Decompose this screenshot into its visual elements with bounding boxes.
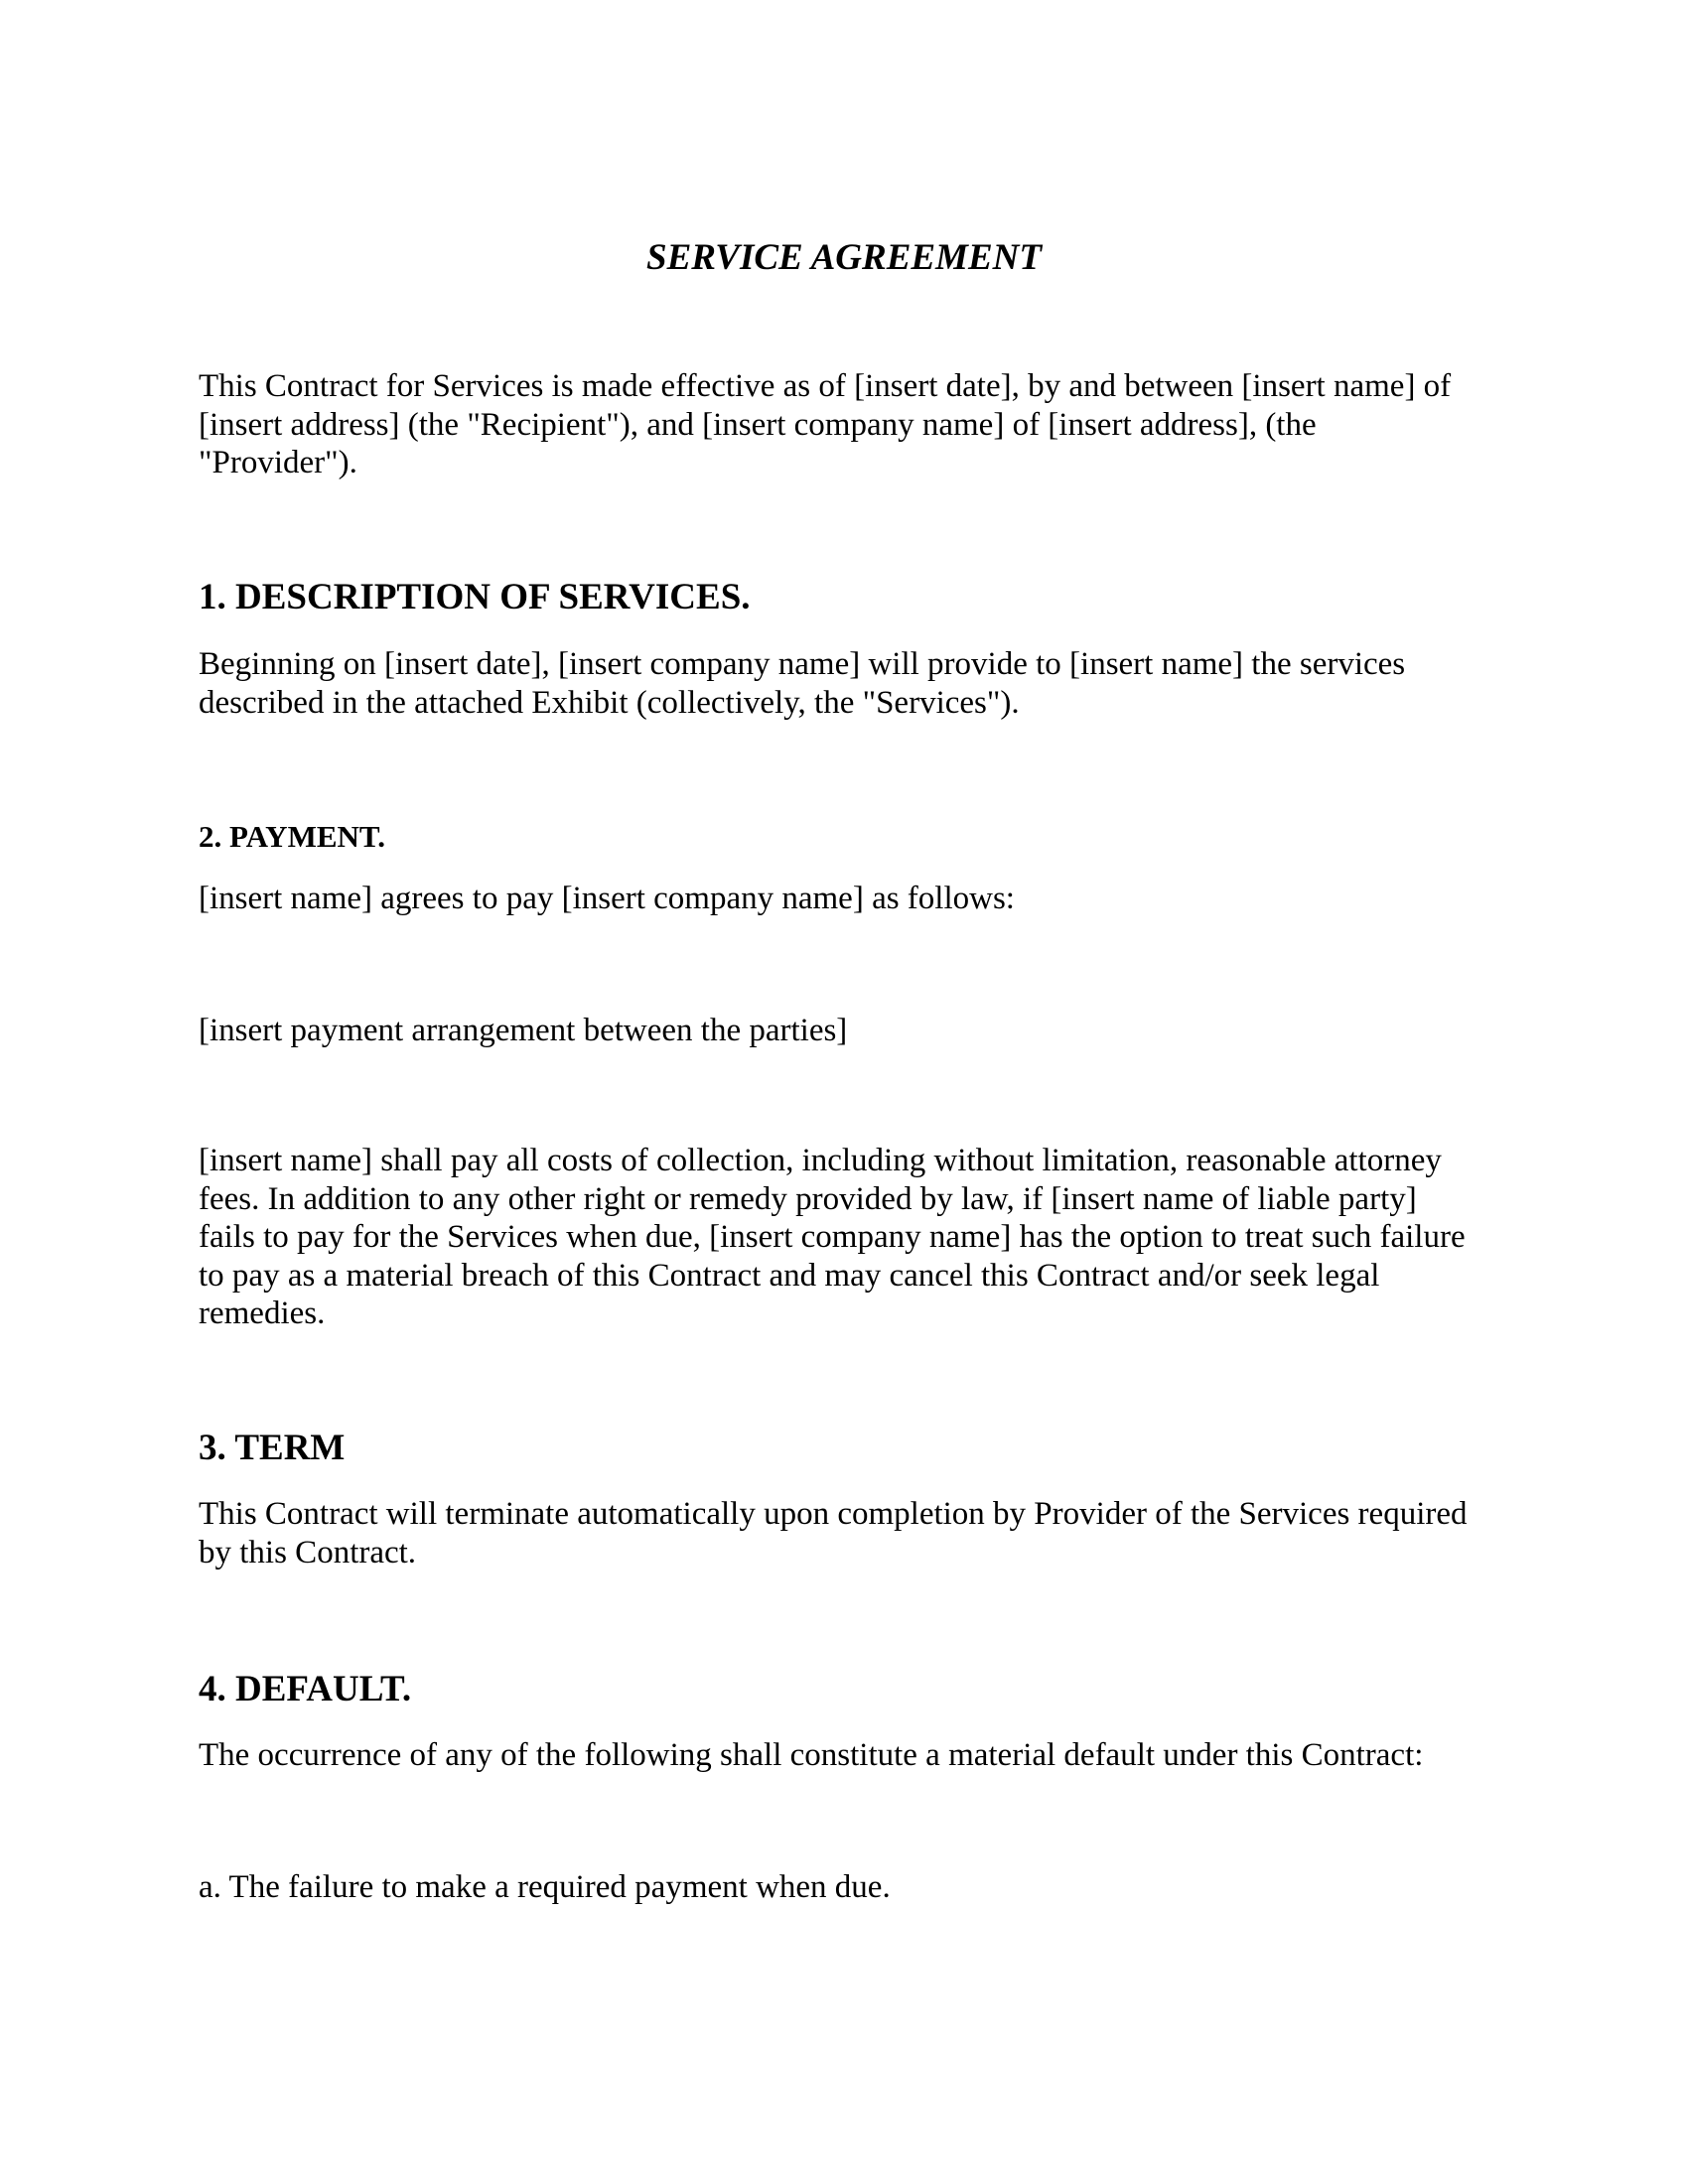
section-1-paragraph xyxy=(199,645,1499,722)
section-2-line: remedies. xyxy=(199,1296,326,1331)
section-2-paragraph-1 xyxy=(199,880,1499,918)
section-2-line: [insert name] agrees to pay [insert company name] as follows: xyxy=(199,881,1015,916)
section-4-line: a. The failure to make a required payment when due. xyxy=(199,1869,891,1905)
section-1-line: described in the attached Exhibit (collectively, the "Services"). xyxy=(199,684,1020,721)
section-2-line: fails to pay for the Services when due, [insert company name] has the option to treat such failure xyxy=(199,1219,1466,1255)
section-3-paragraph xyxy=(199,1495,1499,1571)
document-title: SERVICE AGREEMENT xyxy=(646,237,1042,278)
section-2-heading: 2. PAYMENT. xyxy=(199,819,386,854)
section-4-item-a xyxy=(199,1868,1499,1907)
section-1-heading: 1. DESCRIPTION OF SERVICES. xyxy=(199,577,751,617)
intro-line: [insert address] (the "Recipient"), and [insert company name] of [insert address], (the xyxy=(199,406,1317,443)
section-2-line: to pay as a material breach of this Contract and may cancel this Contract and/or seek legal xyxy=(199,1257,1380,1294)
intro-line: This Contract for Services is made effective as of [insert date], by and between [insert name] of xyxy=(199,368,1452,404)
section-4-line: The occurrence of any of the following shall constitute a material default under this Contract: xyxy=(199,1737,1424,1773)
section-2-line: fees. In addition to any other right or remedy provided by law, if [insert name of liable party] xyxy=(199,1180,1417,1217)
section-2-paragraph-3 xyxy=(199,1142,1499,1333)
intro-line: "Provider"). xyxy=(199,445,357,480)
section-2-paragraph-2 xyxy=(199,1012,1499,1050)
section-4-heading: 4. DEFAULT. xyxy=(199,1669,412,1709)
section-1-line: Beginning on [insert date], [insert company name] will provide to [insert name] the services xyxy=(199,646,1406,682)
intro-paragraph xyxy=(199,367,1499,482)
section-3-heading: 3. TERM xyxy=(199,1428,346,1468)
section-3-line: by this Contract. xyxy=(199,1534,417,1570)
section-2-line: [insert name] shall pay all costs of collection, including without limitation, reasonable attorney xyxy=(199,1143,1442,1178)
section-4-paragraph-1 xyxy=(199,1736,1499,1775)
section-3-line: This Contract will terminate automatically upon completion by Provider of the Services required xyxy=(199,1496,1468,1532)
section-2-line: [insert payment arrangement between the parties] xyxy=(199,1013,848,1048)
